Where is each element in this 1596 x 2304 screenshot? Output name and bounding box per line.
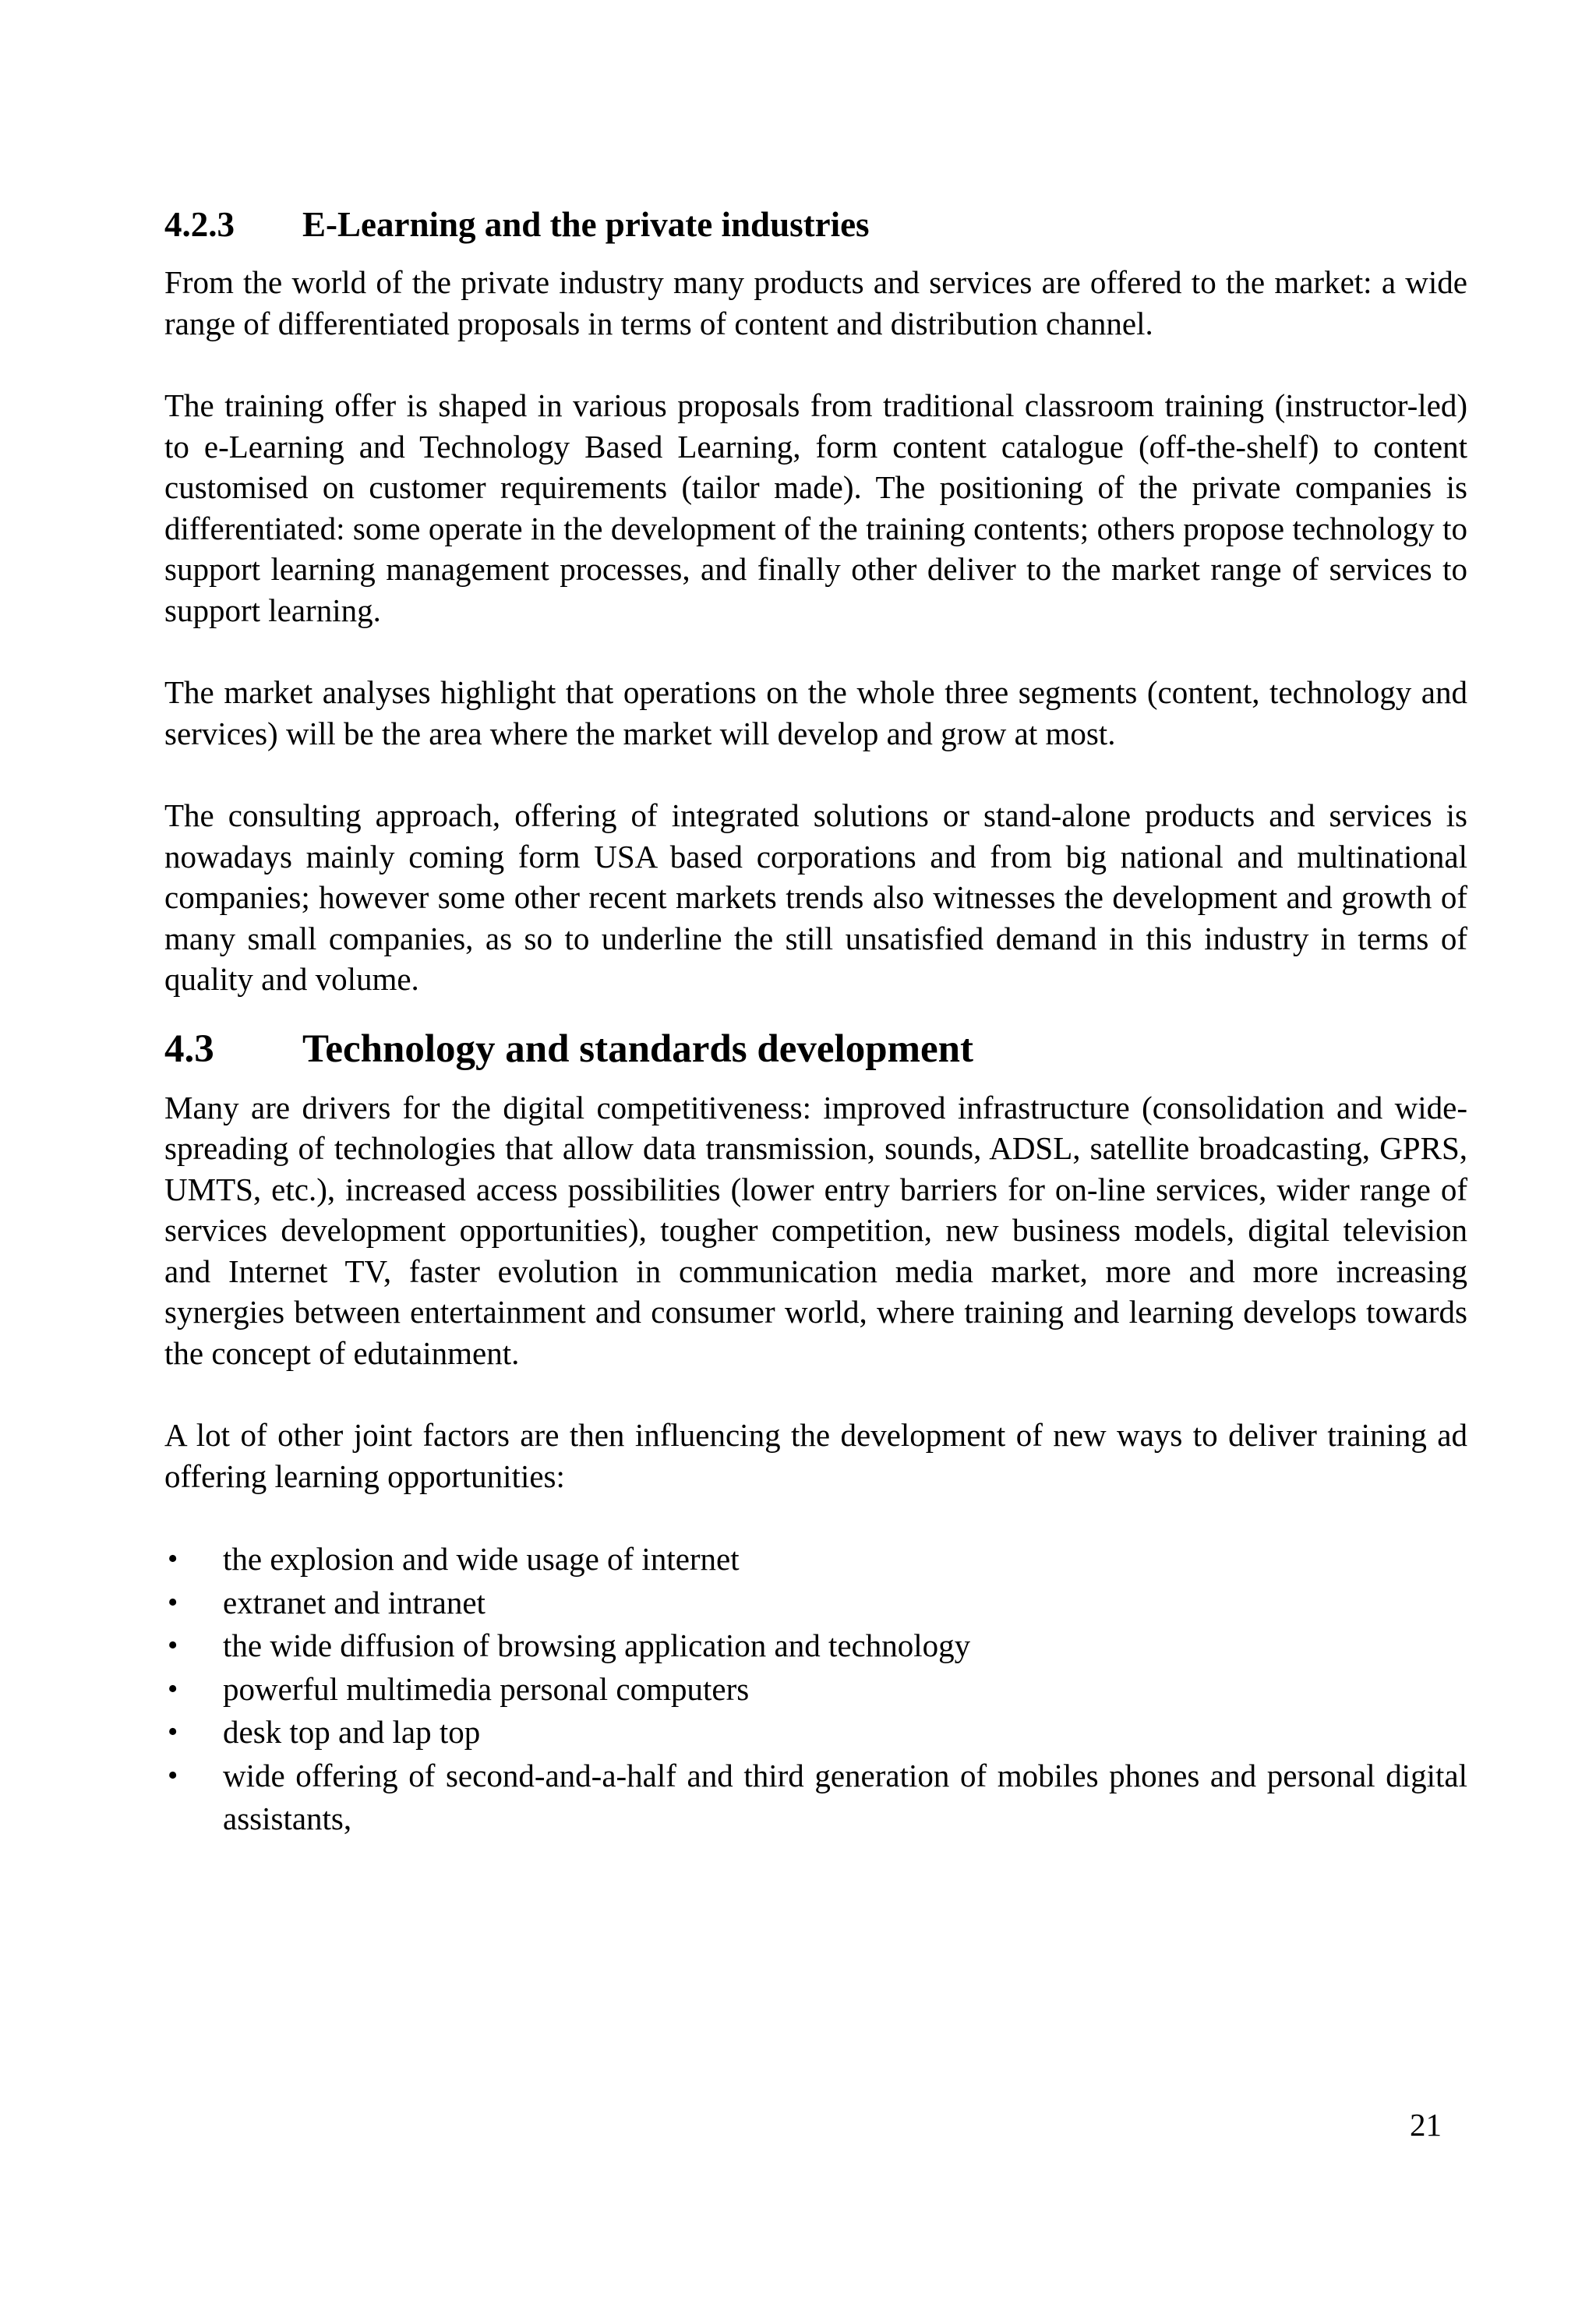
list-item-text: the explosion and wide usage of internet — [223, 1541, 740, 1577]
section-number: 4.3 — [164, 1027, 214, 1071]
list-item — [164, 1711, 1467, 1755]
bullet-icon: • — [168, 1629, 178, 1662]
list-item-text: wide offering of second-and-a-half and third generation of mobiles phones and personal digital assistants, — [223, 1757, 1467, 1836]
list-item-text: extranet and intranet — [223, 1584, 486, 1620]
section-number: 4.2.3 — [164, 205, 235, 244]
paragraph: From the world of the private industry many products and services are offered to the market: a wide range of differentiated proposals in terms of content and distribution channel. — [164, 264, 1467, 341]
list-item — [164, 1624, 1467, 1668]
section-heading-4-2-3 — [164, 201, 1467, 248]
page-number: 21 — [1410, 2107, 1442, 2143]
bullet-icon: • — [168, 1716, 178, 1748]
list-item — [164, 1755, 1467, 1841]
document-page — [164, 201, 1467, 1841]
paragraph: A lot of other joint factors are then influencing the development of new ways to deliver training ad offering learning opportunities: — [164, 1417, 1467, 1494]
bullet-icon: • — [168, 1672, 178, 1705]
section-title: Technology and standards development — [302, 1027, 974, 1071]
section-title: E-Learning and the private industries — [302, 205, 870, 244]
paragraph: The training offer is shaped in various proposals from traditional classroom training (instructor-led) to e-Learning and Technology Based Learning, form content catalogue (off-the-shelf) to content customised on customer requirements (tailor made). The positioning of the private companies is differentiated: some operate in the development of the training contents; others propose technology to support learning management processes, and finally other deliver to the market range of services to support learning. — [164, 387, 1467, 628]
list-item-text: the wide diffusion of browsing application and technology — [223, 1627, 971, 1663]
list-item-text: powerful multimedia personal computers — [223, 1670, 750, 1707]
bullet-list — [164, 1538, 1467, 1841]
section-heading-4-3 — [164, 1023, 1467, 1075]
list-item — [164, 1668, 1467, 1712]
bullet-icon: • — [168, 1758, 178, 1792]
list-item — [164, 1538, 1467, 1581]
bullet-icon: • — [168, 1542, 178, 1575]
list-item — [164, 1581, 1467, 1625]
paragraph: Many are drivers for the digital competitiveness: improved infrastructure (consolidation and wide-spreading of technologies that allow data transmission, sounds, ADSL, satellite broadcasting, GPRS, UMTS, etc.), increased access possibilities (lower entry barriers for on-line services, wider range of services development opportunities), tougher competition, new business models, digital television and Internet TV, faster evolution in communication media market, more and more increasing synergies between entertainment and consumer world, where training and learning develops towards the concept of edutainment. — [164, 1089, 1467, 1371]
paragraph: The consulting approach, offering of integrated solutions or stand-alone products and services is nowadays mainly coming form USA based corporations and from big national and multinational companies; however some other recent markets trends also witnesses the development and growth of many small companies, as so to underline the still unsatisfied demand in this industry in terms of quality and volume. — [164, 797, 1467, 997]
paragraph: The market analyses highlight that operations on the whole three segments (content, technology and services) will be the area where the market will develop and grow at most. — [164, 674, 1467, 751]
bullet-icon: • — [168, 1585, 178, 1619]
list-item-text: desk top and lap top — [223, 1714, 481, 1750]
